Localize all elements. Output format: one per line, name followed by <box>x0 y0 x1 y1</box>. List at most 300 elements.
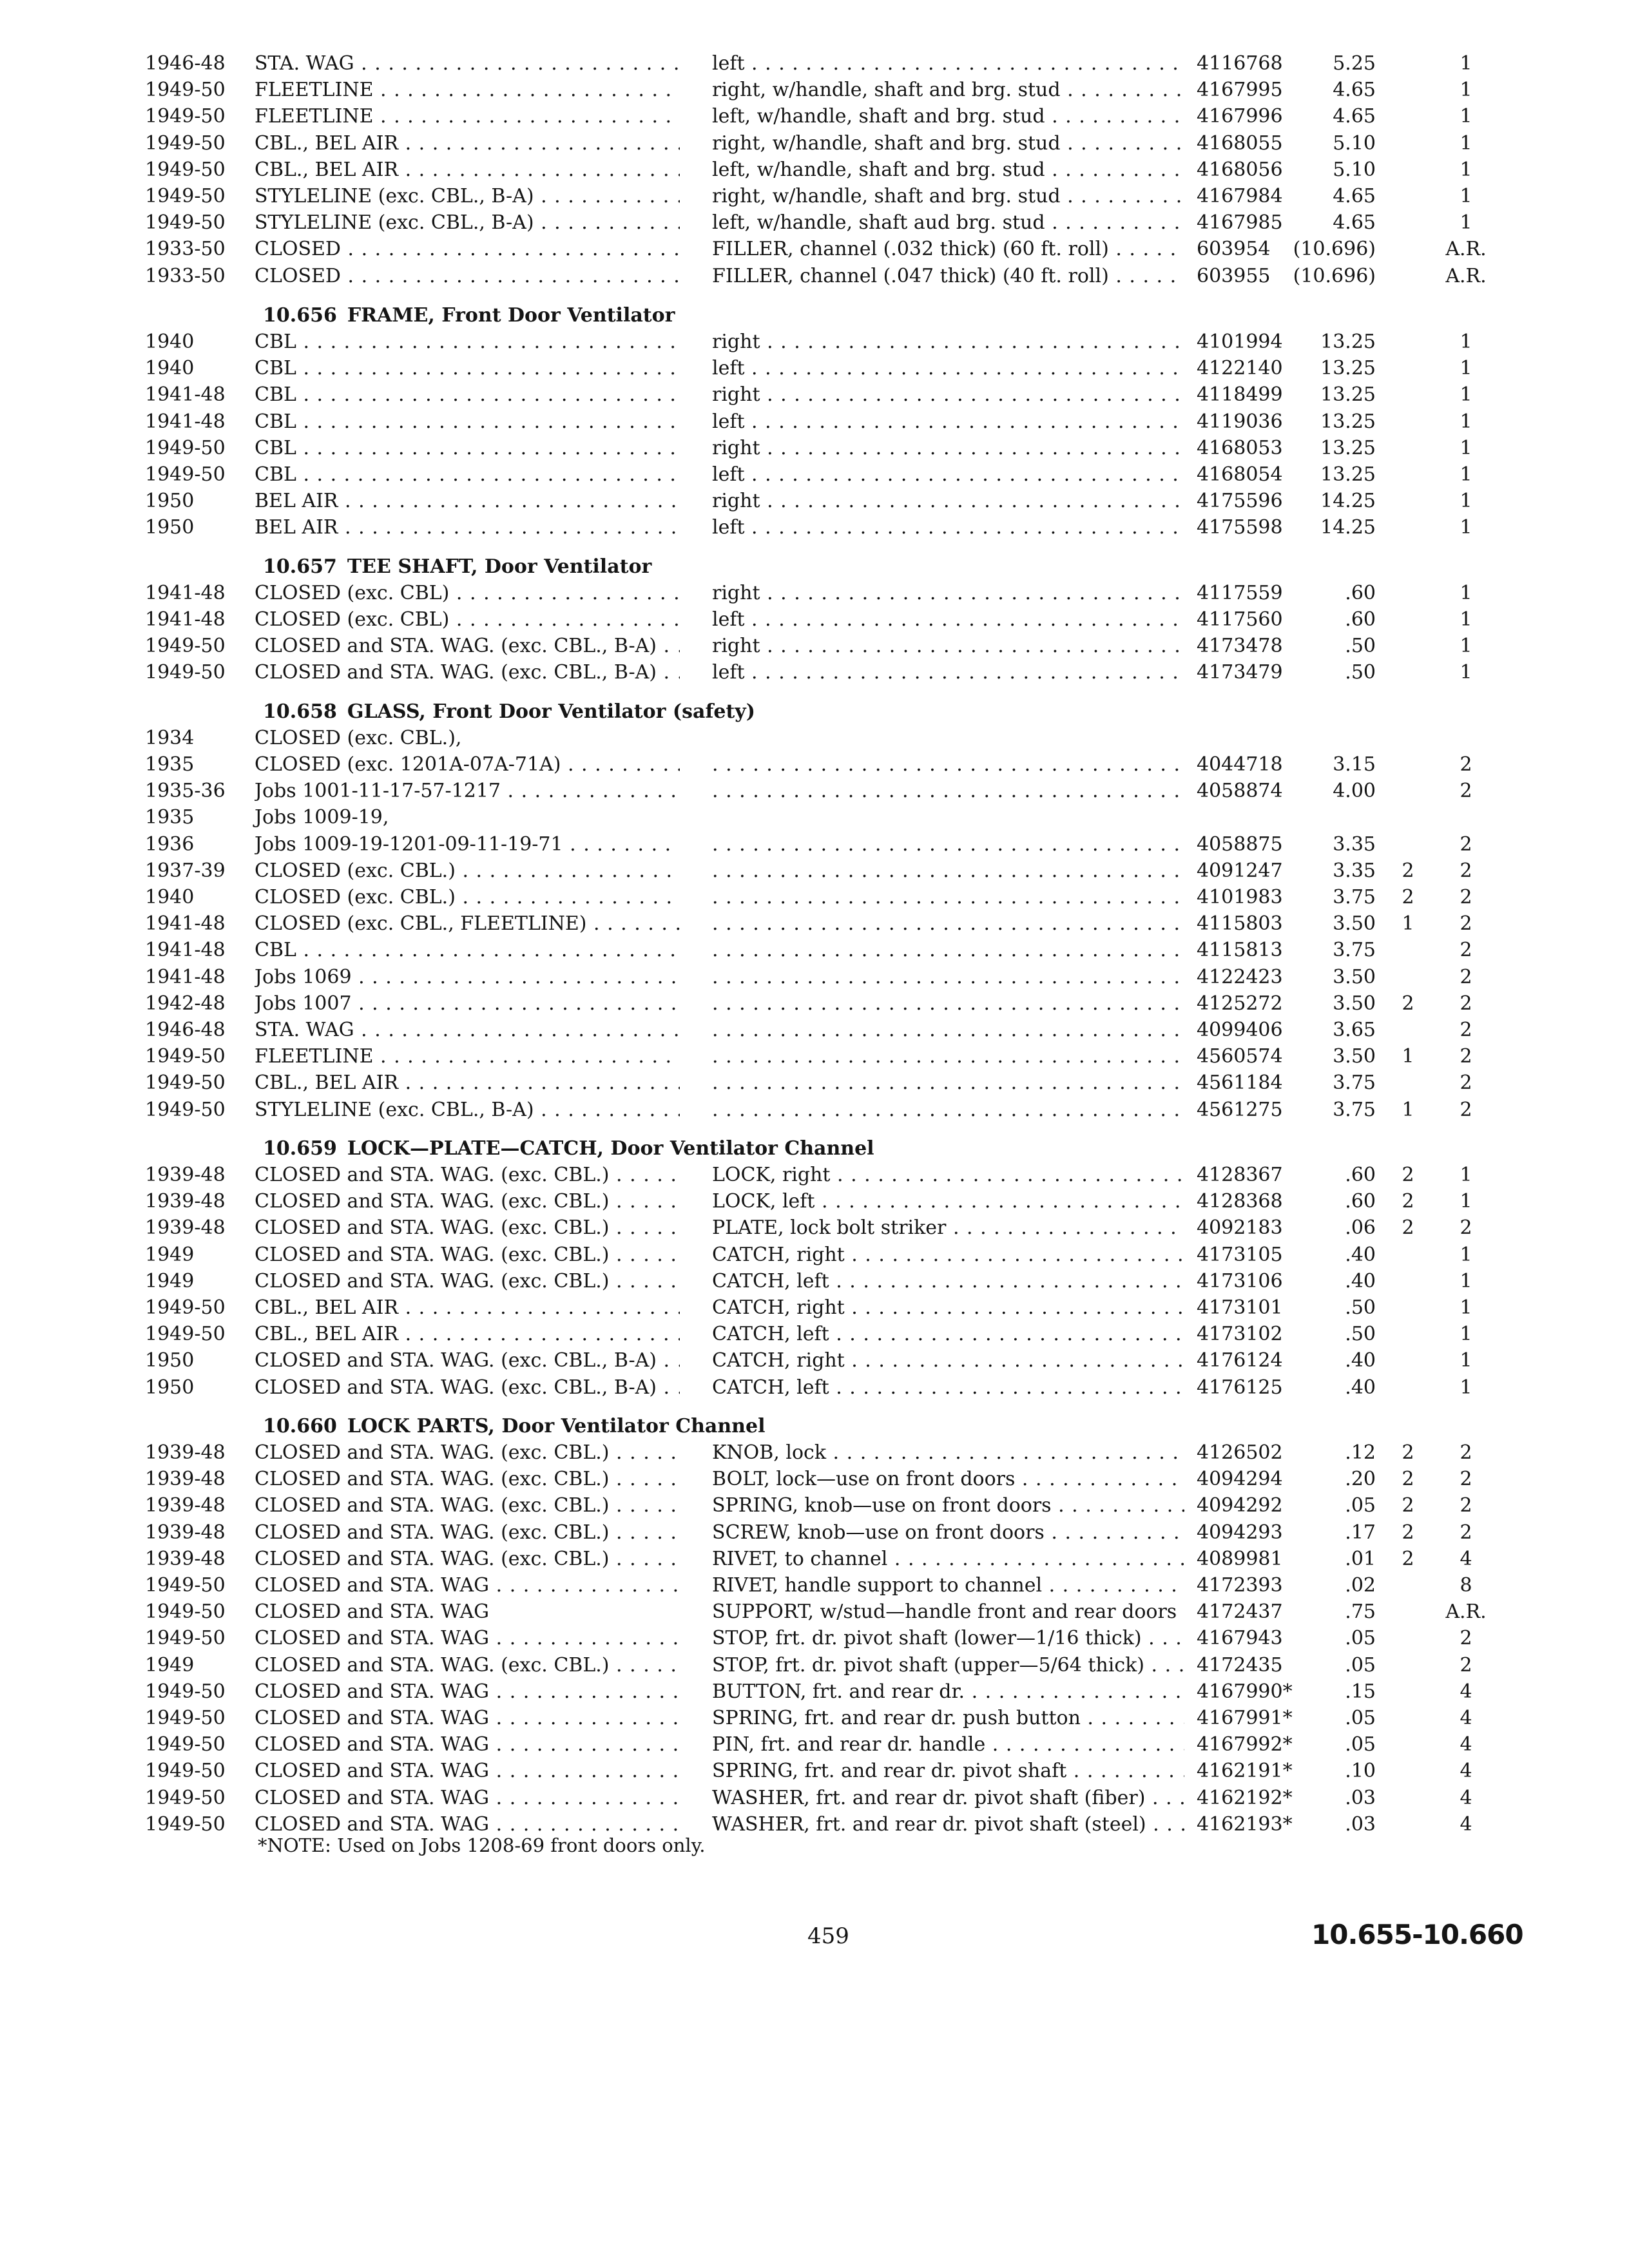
row-qty-2: 8 <box>1460 1574 1472 1597</box>
table-row <box>0 1268 1629 1294</box>
table-row <box>0 1599 1629 1625</box>
table-row <box>0 157 1629 183</box>
table-row <box>0 381 1629 408</box>
row-model: CBL . . . <box>255 329 680 355</box>
row-qty-2: 2 <box>1460 1072 1472 1095</box>
row-part-number: 4172393 <box>1197 1574 1283 1597</box>
table-row <box>0 964 1629 990</box>
row-qty-2: 1 <box>1460 436 1472 459</box>
row-qty-2: 1 <box>1460 661 1472 684</box>
row-description: CATCH, right . . . <box>712 1294 1184 1321</box>
row-qty-2: A.R. <box>1445 1600 1487 1624</box>
row-part-number: 4094293 <box>1197 1521 1283 1544</box>
row-description <box>712 1070 1184 1096</box>
row-description <box>712 751 1184 778</box>
table-row <box>0 263 1629 289</box>
table-row <box>0 1043 1629 1070</box>
row-part-number: 4561275 <box>1197 1098 1283 1121</box>
row-qty-2: 2 <box>1460 832 1472 856</box>
row-model: CLOSED (exc. CBL., FLEETLINE) . . . <box>255 910 680 937</box>
row-model: CLOSED and STA. WAG. (exc. CBL.) . . . <box>255 1242 680 1268</box>
row-model: Jobs 1069 . . . <box>255 964 680 990</box>
row-part-number: 4173105 <box>1197 1243 1283 1266</box>
row-description: RIVET, handle support to channel . . . <box>712 1572 1184 1599</box>
row-part-number: 4125272 <box>1197 992 1283 1015</box>
row-price: 3.50 <box>1333 965 1376 988</box>
row-part-number: 4162192* <box>1197 1786 1293 1809</box>
table-row <box>0 1374 1629 1401</box>
row-qty-2: 4 <box>1460 1760 1472 1783</box>
row-price: .15 <box>1345 1680 1376 1703</box>
row-qty-1: 1 <box>1402 1098 1414 1121</box>
row-price: 3.75 <box>1333 1072 1376 1095</box>
row-description: right . . . <box>712 329 1184 355</box>
table-row <box>0 435 1629 461</box>
row-years: 1933-50 <box>145 238 226 261</box>
row-description: right, w/handle, shaft and brg. stud . . . <box>712 77 1184 103</box>
row-part-number: 4167996 <box>1197 105 1283 128</box>
row-price: 13.25 <box>1320 410 1376 433</box>
row-description: left . . . <box>712 408 1184 435</box>
row-description <box>712 990 1184 1017</box>
row-part-number: 4172437 <box>1197 1600 1283 1624</box>
row-description: PLATE, lock bolt striker . . . <box>712 1215 1184 1241</box>
row-qty-2: 1 <box>1460 1269 1472 1293</box>
table-row <box>0 884 1629 910</box>
row-description: CATCH, left . . . <box>712 1268 1184 1294</box>
row-part-number: 4119036 <box>1197 410 1283 433</box>
row-description: STOP, frt. dr. pivot shaft (lower—1/16 thick) . . . <box>712 1625 1184 1651</box>
row-qty-2: 2 <box>1460 992 1472 1015</box>
row-description: right . . . <box>712 580 1184 606</box>
page-number: 459 <box>807 1923 849 1949</box>
row-model: CBL . . . <box>255 937 680 963</box>
row-description: SCREW, knob—use on front doors . . . <box>712 1519 1184 1546</box>
row-years: 1934 <box>145 726 195 749</box>
row-price: 13.25 <box>1320 436 1376 459</box>
section-title: LOCK PARTS, Door Ventilator Channel <box>347 1414 766 1437</box>
row-description: CATCH, left . . . <box>712 1374 1184 1401</box>
row-years: 1939-48 <box>145 1190 226 1213</box>
table-row <box>0 1097 1629 1123</box>
row-price: .40 <box>1345 1243 1376 1266</box>
row-description: left . . . <box>712 50 1184 77</box>
row-qty-2: 1 <box>1460 410 1472 433</box>
row-price: .05 <box>1345 1733 1376 1756</box>
section-number: 10.657 <box>263 555 337 578</box>
table-row <box>0 1242 1629 1268</box>
row-price: 3.75 <box>1333 886 1376 908</box>
row-description: BOLT, lock—use on front doors . . . <box>712 1466 1184 1492</box>
row-qty-2: 1 <box>1460 581 1472 604</box>
row-part-number: 4162193* <box>1197 1812 1293 1836</box>
table-row <box>0 1188 1629 1215</box>
row-part-number: 4173106 <box>1197 1269 1283 1293</box>
table-row <box>0 990 1629 1017</box>
row-price: .40 <box>1345 1269 1376 1293</box>
row-qty-2: 1 <box>1460 1190 1472 1213</box>
row-part-number: 4044718 <box>1197 753 1283 776</box>
row-model: STYLELINE (exc. CBL., B-A) . . . <box>255 1097 680 1123</box>
row-years: 1946-48 <box>145 1019 226 1041</box>
row-description <box>712 1043 1184 1070</box>
row-price: 3.75 <box>1333 939 1376 962</box>
row-years: 1949 <box>145 1243 195 1266</box>
row-price: 4.65 <box>1333 79 1376 102</box>
row-years: 1949-50 <box>145 185 226 207</box>
row-price: .02 <box>1345 1574 1376 1597</box>
row-model: CBL., BEL AIR . . . <box>255 130 680 157</box>
row-model: CLOSED . . . <box>255 236 680 262</box>
row-qty-2: 2 <box>1460 1627 1472 1650</box>
row-price: .60 <box>1345 608 1376 631</box>
row-qty-2: 2 <box>1460 1468 1472 1491</box>
table-row <box>0 1466 1629 1492</box>
row-qty-2: 2 <box>1460 859 1472 882</box>
table-row <box>0 1294 1629 1321</box>
row-description <box>712 1017 1184 1043</box>
row-description: left, w/handle, shaft and brg. stud . . . <box>712 157 1184 183</box>
table-row <box>0 1546 1629 1572</box>
table-row <box>0 355 1629 381</box>
row-description: right . . . <box>712 488 1184 514</box>
row-price: 13.25 <box>1320 463 1376 486</box>
row-price: .50 <box>1345 635 1376 658</box>
row-qty-2: 1 <box>1460 1376 1472 1399</box>
row-qty-1: 2 <box>1402 1468 1414 1491</box>
row-part-number: 4116768 <box>1197 52 1283 75</box>
table-row <box>0 77 1629 103</box>
table-row <box>0 103 1629 130</box>
row-model: CLOSED (exc. CBL.) . . . <box>255 858 680 884</box>
row-model: CLOSED and STA. WAG. (exc. CBL.) . . . <box>255 1466 680 1492</box>
row-part-number: 4092183 <box>1197 1216 1283 1240</box>
row-years: 1940 <box>145 357 195 380</box>
row-description <box>712 937 1184 963</box>
row-model: CLOSED and STA. WAG. (exc. CBL., B-A) . . . <box>255 1374 680 1401</box>
row-description: left . . . <box>712 659 1184 686</box>
row-model: CLOSED and STA. WAG . . . <box>255 1572 680 1599</box>
row-model: CLOSED and STA. WAG . . . <box>255 1731 680 1758</box>
section-number: 10.658 <box>263 700 337 723</box>
row-price: .60 <box>1345 1164 1376 1186</box>
row-description <box>712 964 1184 990</box>
row-model: CLOSED and STA. WAG. (exc. CBL.) . . . <box>255 1439 680 1466</box>
table-row <box>0 1439 1629 1466</box>
row-years: 1941-48 <box>145 410 226 433</box>
row-years: 1950 <box>145 1349 195 1372</box>
row-description: CATCH, right . . . <box>712 1242 1184 1268</box>
row-years: 1949-50 <box>145 1323 226 1346</box>
row-part-number: 4167984 <box>1197 185 1283 207</box>
row-years: 1939-48 <box>145 1547 226 1570</box>
row-model: STA. WAG . . . <box>255 1017 680 1043</box>
row-qty-2: 1 <box>1460 608 1472 631</box>
row-price: 3.35 <box>1333 859 1376 882</box>
row-description: right . . . <box>712 381 1184 408</box>
row-price: (10.696) <box>1293 238 1376 261</box>
row-price: 3.35 <box>1333 832 1376 856</box>
row-model: CLOSED (exc. CBL.) . . . <box>255 884 680 910</box>
row-model: CLOSED (exc. CBL) . . . <box>255 580 680 606</box>
row-model: CBL . . . <box>255 461 680 488</box>
row-years: 1949-50 <box>145 1680 226 1703</box>
row-price: .17 <box>1345 1521 1376 1544</box>
row-years: 1939-48 <box>145 1468 226 1491</box>
row-model: CBL., BEL AIR . . . <box>255 1070 680 1096</box>
row-model: STYLELINE (exc. CBL., B-A) . . . <box>255 183 680 209</box>
row-price: 5.10 <box>1333 158 1376 181</box>
row-qty-2: 1 <box>1460 1323 1472 1346</box>
row-model: CBL., BEL AIR . . . <box>255 157 680 183</box>
row-description: right, w/handle, shaft and brg. stud . . . <box>712 130 1184 157</box>
row-model: CLOSED and STA. WAG. (exc. CBL.) . . . <box>255 1162 680 1188</box>
row-years: 1949-50 <box>145 661 226 684</box>
row-model: CLOSED and STA. WAG. (exc. CBL.) . . . <box>255 1188 680 1215</box>
row-price: 4.65 <box>1333 211 1376 235</box>
row-qty-2: 1 <box>1460 105 1472 128</box>
row-years: 1949-50 <box>145 1707 226 1729</box>
row-model: CLOSED . . . <box>255 263 680 289</box>
row-price: .20 <box>1345 1468 1376 1491</box>
row-description: right . . . <box>712 633 1184 659</box>
row-years: 1950 <box>145 490 195 513</box>
row-model: CLOSED and STA. WAG. (exc. CBL., B-A) . . . <box>255 659 680 686</box>
row-qty-2: 2 <box>1460 1653 1472 1677</box>
row-description <box>712 884 1184 910</box>
row-price: 4.65 <box>1333 185 1376 207</box>
row-years: 1950 <box>145 1376 195 1399</box>
row-qty-2: 2 <box>1460 1494 1472 1517</box>
row-price: .03 <box>1345 1812 1376 1836</box>
row-description: CATCH, left . . . <box>712 1321 1184 1347</box>
row-qty-2: 4 <box>1460 1812 1472 1836</box>
row-years: 1949 <box>145 1653 195 1677</box>
row-description: STOP, frt. dr. pivot shaft (upper—5/64 thick) . . . <box>712 1652 1184 1678</box>
row-years: 1940 <box>145 331 195 353</box>
row-part-number: 4128368 <box>1197 1190 1283 1213</box>
row-model: CBL., BEL AIR . . . <box>255 1294 680 1321</box>
row-years: 1949-50 <box>145 1733 226 1756</box>
row-price: .12 <box>1345 1441 1376 1464</box>
table-row <box>0 1347 1629 1374</box>
row-part-number: 4176124 <box>1197 1349 1283 1372</box>
row-model: CLOSED and STA. WAG . . . <box>255 1811 680 1838</box>
row-model: CLOSED and STA. WAG . . . <box>255 1705 680 1731</box>
row-years: 1933-50 <box>145 264 226 287</box>
row-part-number: 4058875 <box>1197 832 1283 856</box>
row-years: 1941-48 <box>145 608 226 631</box>
row-part-number: 4172435 <box>1197 1653 1283 1677</box>
table-row <box>0 209 1629 236</box>
row-part-number: 4058874 <box>1197 780 1283 803</box>
row-price: .05 <box>1345 1653 1376 1677</box>
row-price: .10 <box>1345 1760 1376 1783</box>
row-description: WASHER, frt. and rear dr. pivot shaft (fiber) . . . <box>712 1785 1184 1811</box>
row-price: .40 <box>1345 1349 1376 1372</box>
table-row <box>0 1785 1629 1811</box>
row-years: 1949-50 <box>145 1072 226 1095</box>
row-qty-2: 1 <box>1460 185 1472 207</box>
row-years: 1942-48 <box>145 992 226 1015</box>
row-part-number: 4173102 <box>1197 1323 1283 1346</box>
section-title: LOCK—PLATE—CATCH, Door Ventilator Channel <box>347 1137 874 1160</box>
table-row <box>0 937 1629 963</box>
row-qty-2: 1 <box>1460 79 1472 102</box>
row-description: LOCK, right . . . <box>712 1162 1184 1188</box>
table-row <box>0 831 1629 858</box>
row-years: 1949-50 <box>145 158 226 181</box>
row-qty-1: 2 <box>1402 1164 1414 1186</box>
row-part-number: 4168056 <box>1197 158 1283 181</box>
row-part-number: 4168055 <box>1197 131 1283 155</box>
row-price: .05 <box>1345 1627 1376 1650</box>
row-part-number: 4126502 <box>1197 1441 1283 1464</box>
table-row <box>0 633 1629 659</box>
table-row <box>0 1705 1629 1731</box>
row-qty-2: 2 <box>1460 1216 1472 1240</box>
row-price: .05 <box>1345 1494 1376 1517</box>
table-row <box>0 659 1629 686</box>
row-years: 1949-50 <box>145 211 226 235</box>
row-description: right, w/handle, shaft and brg. stud . . . <box>712 183 1184 209</box>
row-model: CLOSED and STA. WAG . . . <box>255 1785 680 1811</box>
table-row <box>0 1070 1629 1096</box>
row-price: 13.25 <box>1320 357 1376 380</box>
row-model: CLOSED and STA. WAG. (exc. CBL.) . . . <box>255 1546 680 1572</box>
table-row <box>0 1215 1629 1241</box>
row-years: 1935 <box>145 753 195 776</box>
row-model: Jobs 1009-19-1201-09-11-19-71 . . . <box>255 831 680 858</box>
row-qty-2: 2 <box>1460 886 1472 908</box>
section-title: FRAME, Front Door Ventilator <box>347 303 675 327</box>
table-row <box>0 1731 1629 1758</box>
section-number: 10.659 <box>263 1137 337 1160</box>
row-qty-2: 1 <box>1460 1296 1472 1319</box>
row-years: 1941-48 <box>145 383 226 407</box>
row-qty-2: 1 <box>1460 635 1472 658</box>
row-qty-2: 2 <box>1460 912 1472 936</box>
row-description <box>712 858 1184 884</box>
row-price: .60 <box>1345 581 1376 604</box>
row-price: 3.50 <box>1333 1045 1376 1068</box>
row-part-number: 4091247 <box>1197 859 1283 882</box>
row-description <box>712 831 1184 858</box>
row-part-number: 4167995 <box>1197 79 1283 102</box>
row-model: CLOSED and STA. WAG <box>255 1600 490 1624</box>
table-row <box>0 751 1629 778</box>
row-part-number: 4167985 <box>1197 211 1283 235</box>
row-model: CLOSED and STA. WAG. (exc. CBL., B-A) . . . <box>255 633 680 659</box>
row-years: 1949 <box>145 1269 195 1293</box>
row-years: 1949-50 <box>145 1812 226 1836</box>
row-qty-1: 2 <box>1402 992 1414 1015</box>
table-row <box>0 1017 1629 1043</box>
row-years: 1949-50 <box>145 131 226 155</box>
row-qty-2: 4 <box>1460 1707 1472 1729</box>
row-price: 3.50 <box>1333 992 1376 1015</box>
row-model: BEL AIR . . . <box>255 488 680 514</box>
row-years: 1940 <box>145 886 195 908</box>
row-qty-1: 2 <box>1402 1521 1414 1544</box>
row-years: 1949-50 <box>145 1296 226 1319</box>
row-part-number: 4175596 <box>1197 490 1283 513</box>
row-part-number: 4115813 <box>1197 939 1283 962</box>
row-model: CLOSED and STA. WAG. (exc. CBL., B-A) . . . <box>255 1347 680 1374</box>
row-qty-2: 4 <box>1460 1547 1472 1570</box>
row-description <box>712 778 1184 804</box>
table-row <box>0 1678 1629 1705</box>
row-part-number: 4117559 <box>1197 581 1283 604</box>
table-row <box>0 236 1629 262</box>
row-part-number: 4176125 <box>1197 1376 1283 1399</box>
row-model: FLEETLINE . . . <box>255 77 680 103</box>
table-row <box>0 1758 1629 1784</box>
row-description: SPRING, frt. and rear dr. pivot shaft . . . <box>712 1758 1184 1784</box>
section-range: 10.655-10.660 <box>1311 1919 1523 1950</box>
row-years: 1949-50 <box>145 1760 226 1783</box>
row-years: 1949-50 <box>145 1786 226 1809</box>
row-model: CBL . . . <box>255 355 680 381</box>
row-part-number: 4167991* <box>1197 1707 1293 1729</box>
row-description: right . . . <box>712 435 1184 461</box>
row-qty-2: 1 <box>1460 1349 1472 1372</box>
table-row <box>0 408 1629 435</box>
row-price: .50 <box>1345 1296 1376 1319</box>
row-years: 1949-50 <box>145 105 226 128</box>
row-years: 1939-48 <box>145 1164 226 1186</box>
section-number: 10.656 <box>263 303 337 327</box>
row-description: WASHER, frt. and rear dr. pivot shaft (steel) . . . <box>712 1811 1184 1838</box>
table-row <box>0 1492 1629 1519</box>
row-description: RIVET, to channel . . . <box>712 1546 1184 1572</box>
section-heading <box>263 553 651 580</box>
row-price: 4.00 <box>1333 780 1376 803</box>
row-model: Jobs 1001-11-17-57-1217 . . . <box>255 778 680 804</box>
table-row <box>0 858 1629 884</box>
row-description: left, w/handle, shaft aud brg. stud . . . <box>712 209 1184 236</box>
table-row <box>0 606 1629 633</box>
row-qty-1: 1 <box>1402 912 1414 936</box>
row-model: STYLELINE (exc. CBL., B-A) . . . <box>255 209 680 236</box>
row-description: LOCK, left . . . <box>712 1188 1184 1215</box>
table-row <box>0 1162 1629 1188</box>
row-part-number: 4168053 <box>1197 436 1283 459</box>
row-years: 1939-48 <box>145 1441 226 1464</box>
row-model: CLOSED (exc. CBL) . . . <box>255 606 680 633</box>
row-part-number: 4118499 <box>1197 383 1283 407</box>
row-years: 1949-50 <box>145 1627 226 1650</box>
row-qty-2: 4 <box>1460 1733 1472 1756</box>
row-qty-2: 4 <box>1460 1680 1472 1703</box>
table-row <box>0 1572 1629 1599</box>
row-qty-1: 2 <box>1402 1190 1414 1213</box>
row-model: CLOSED and STA. WAG. (exc. CBL.) . . . <box>255 1492 680 1519</box>
row-qty-2: 1 <box>1460 490 1472 513</box>
row-qty-2: 2 <box>1460 965 1472 988</box>
row-model: BEL AIR . . . <box>255 514 680 541</box>
row-description: left . . . <box>712 514 1184 541</box>
row-qty-2: 2 <box>1460 1098 1472 1121</box>
row-price: 3.75 <box>1333 1098 1376 1121</box>
row-part-number: 4128367 <box>1197 1164 1283 1186</box>
row-model: CLOSED and STA. WAG. (exc. CBL.) . . . <box>255 1268 680 1294</box>
row-part-number: 603955 <box>1197 264 1271 287</box>
row-part-number: 4094294 <box>1197 1468 1283 1491</box>
row-part-number: 4115803 <box>1197 912 1283 936</box>
row-description: left, w/handle, shaft and brg. stud . . . <box>712 103 1184 130</box>
row-price: (10.696) <box>1293 264 1376 287</box>
